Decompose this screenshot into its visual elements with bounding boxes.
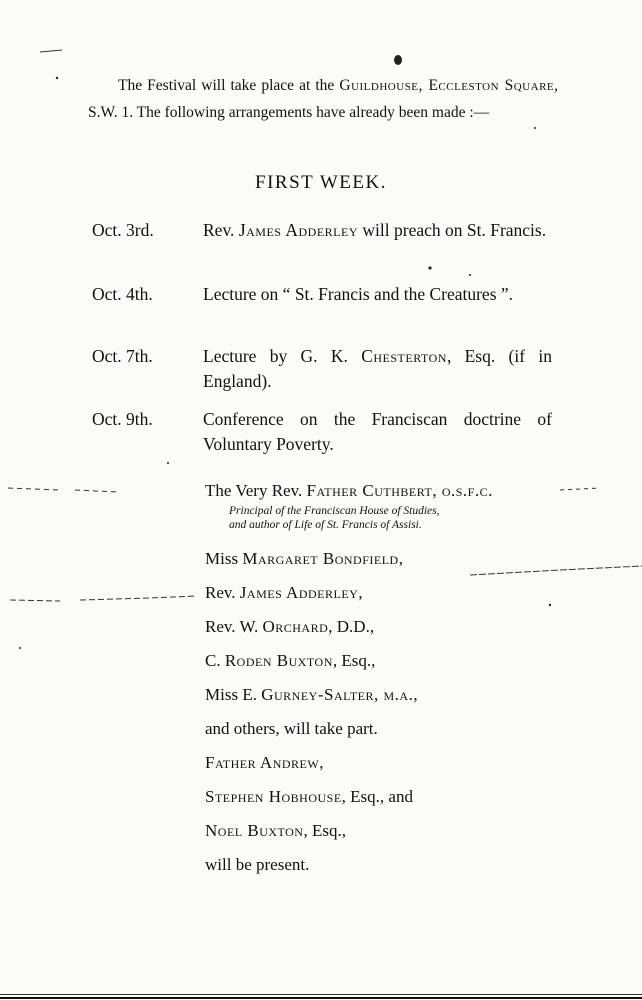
event-row (92, 344, 552, 394)
ink-blot (394, 55, 402, 65)
intro-paragraph (88, 72, 558, 126)
event-date: Oct. 4th. (92, 284, 153, 304)
speck (428, 266, 431, 269)
event-date: Oct. 7th. (92, 346, 153, 366)
participant-line: Rev. W. Orchard, D.D., (205, 617, 375, 636)
speck (469, 274, 471, 276)
participants-list (205, 478, 565, 886)
scan-streak (10, 596, 196, 601)
page-edge (0, 997, 642, 999)
event-row (92, 218, 552, 243)
event-description: Rev. James Adderley will preach on St. Francis. (203, 220, 547, 240)
scan-streak (40, 50, 62, 52)
event-description: Lecture by G. K. Chesterton, Esq. (if in England). (203, 346, 552, 391)
participant-line: Father Andrew, (205, 753, 324, 772)
participant-line: Miss Margaret Bondfield, (205, 549, 403, 568)
event-row (92, 282, 552, 307)
event-description: Conference on the Franciscan doctrine of Voluntary Poverty. (203, 409, 552, 454)
participant-line: Miss E. Gurney-Salter, m.a., (205, 685, 419, 704)
scan-streak (560, 488, 600, 490)
participant-line: C. Roden Buxton, Esq., (205, 651, 376, 670)
event-date: Oct. 3rd. (92, 220, 154, 240)
participant-line: Stephen Hobhouse, Esq., and (205, 787, 413, 806)
speck (167, 462, 169, 464)
event-row (92, 407, 552, 457)
speck (19, 647, 21, 649)
page-heading: FIRST WEEK. (255, 172, 387, 193)
participant-line: Rev. James Adderley, (205, 583, 363, 602)
intro-text-1: The Festival will take place at the (118, 77, 335, 94)
participant-line: Noel Buxton, Esq., (205, 821, 346, 840)
participant-note: Principal of the Franciscan House of Studies, and author of Life of St. Francis of Assisi. (229, 505, 440, 531)
participant-line: and others, will take part. (205, 719, 378, 738)
speck (56, 77, 58, 79)
page-edge (0, 994, 642, 995)
event-description: Lecture on “ St. Francis and the Creatures ”. (203, 284, 514, 304)
event-date: Oct. 9th. (92, 409, 153, 429)
intro-text-2: , S.W. 1. The following arrangements have already been made :— (88, 77, 558, 121)
participant-line: The Very Rev. Father Cuthbert, o.s.f.c. (205, 481, 493, 500)
scan-streak (8, 488, 118, 492)
participant-line: will be present. (205, 855, 310, 874)
intro-venue: Guildhouse, Eccleston Square (339, 77, 555, 94)
speck (534, 127, 536, 129)
